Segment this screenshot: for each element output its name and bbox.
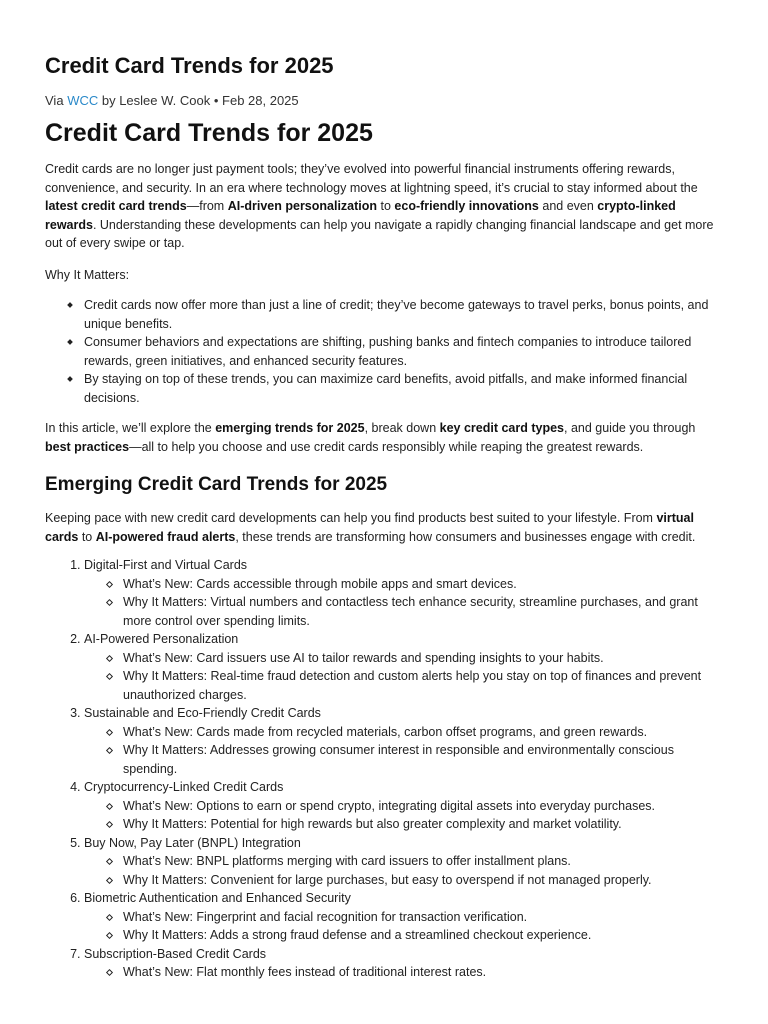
list-item: What’s New: Cards made from recycled materials, carbon offset programs, and green rewards. (123, 723, 723, 742)
section-title: Emerging Credit Card Trends for 2025 (45, 474, 388, 495)
list-item: Consumer behaviors and expectations are shifting, pushing banks and fintech companies to introduce tailored rewards, green initiatives, and enhanced security features. (84, 333, 723, 370)
explore-paragraph: In this article, we’ll explore the emerging trends for 2025, break down key credit card types, and guide you through best practices—all to help you choose and use credit cards responsibly while reaping the greatest rewards. (45, 421, 696, 454)
trend-title: Buy Now, Pay Later (BNPL) Integration (84, 835, 301, 850)
trend-title: Digital-First and Virtual Cards (84, 558, 248, 572)
byline (45, 93, 723, 109)
article-title: Credit Card Trends for 2025 (45, 119, 373, 147)
trend-item (84, 556, 723, 630)
trend-points (84, 908, 723, 945)
trend-title: Sustainable and Eco-Friendly Credit Cards (84, 706, 321, 720)
trend-points (84, 797, 723, 834)
trend-item (84, 945, 723, 982)
trend-title: Biometric Authentication and Enhanced Security (84, 891, 351, 905)
section-intro: Keeping pace with new credit card developments can help you find products best suited to your lifestyle. From virtual cards to AI-powered fraud alerts, these trends are transforming how consumers and businesses engage with credit. (45, 511, 696, 544)
trend-points (84, 723, 723, 779)
list-item: What’s New: Options to earn or spend crypto, integrating digital assets into everyday purchases. (123, 797, 723, 816)
trend-item (84, 778, 723, 834)
list-item: By staying on top of these trends, you can maximize card benefits, avoid pitfalls, and make informed financial decisions. (84, 370, 723, 407)
page-title: Credit Card Trends for 2025 (45, 53, 334, 78)
list-item: Why It Matters: Real-time fraud detection and custom alerts help you stay on top of finances and prevent unauthorized charges. (123, 667, 723, 704)
list-item: What’s New: Flat monthly fees instead of traditional interest rates. (123, 963, 723, 982)
intro-paragraph: Credit cards are no longer just payment tools; they’ve evolved into powerful financial instruments offering rewards, convenience, and security. In an era where technology moves at lightning speed, it’s crucial to stay informed about the latest credit card trends—from AI-driven personalization to eco-friendly innovations and even crypto-linked rewards. Understanding these developments can help you navigate a rapidly changing financial landscape and get more out of every swipe or tap. (45, 162, 714, 250)
byline-author-date: by Leslee W. Cook • Feb 28, 2025 (101, 93, 299, 108)
trend-points (84, 649, 723, 705)
trend-title: Cryptocurrency-Linked Credit Cards (84, 780, 284, 794)
list-item: What’s New: Card issuers use AI to tailor rewards and spending insights to your habits. (123, 649, 723, 668)
trend-points (84, 963, 723, 982)
trend-title: Subscription-Based Credit Cards (84, 946, 267, 961)
list-item: Why It Matters: Addresses growing consumer interest in responsible and environmentally conscious spending. (123, 741, 723, 778)
trend-item (84, 889, 723, 945)
list-item: Why It Matters: Convenient for large purchases, but easy to overspend if not managed properly. (123, 871, 723, 890)
list-item: What’s New: BNPL platforms merging with card issuers to offer installment plans. (123, 852, 723, 871)
list-item: Credit cards now offer more than just a line of credit; they’ve become gateways to travel perks, bonus points, and unique benefits. (84, 296, 723, 333)
trend-points (84, 575, 723, 631)
list-item: Why It Matters: Adds a strong fraud defense and a streamlined checkout experience. (123, 926, 723, 945)
list-item: What’s New: Cards accessible through mobile apps and smart devices. (123, 575, 723, 594)
trend-title: AI-Powered Personalization (84, 632, 239, 646)
trends-list (45, 556, 723, 982)
trend-item (84, 834, 723, 890)
trend-item (84, 704, 723, 778)
why-list (45, 296, 723, 407)
byline-via: Via (45, 93, 64, 108)
why-heading: Why It Matters: (45, 267, 130, 282)
list-item: What’s New: Fingerprint and facial recognition for transaction verification. (123, 908, 723, 927)
list-item: Why It Matters: Virtual numbers and contactless tech enhance security, streamline purchases, and grant more control over spending limits. (123, 593, 723, 630)
trend-points (84, 852, 723, 889)
trend-item (84, 630, 723, 704)
list-item: Why It Matters: Potential for high rewards but also greater complexity and market volatility. (123, 815, 723, 834)
source-link[interactable]: WCC (67, 93, 99, 108)
